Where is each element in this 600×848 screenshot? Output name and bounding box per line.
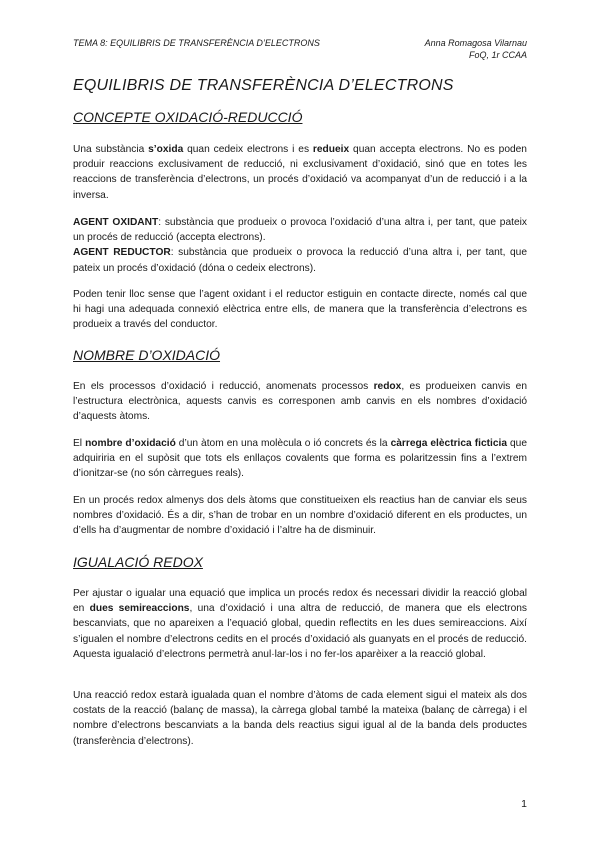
section-heading-concepte: CONCEPTE OXIDACIÓ-REDUCCIÓ xyxy=(73,109,303,125)
paragraph-agents: AGENT OXIDANT: substància que produeix o provoca l’oxidació d’una altra i, per tant, que pateix un procés de reducció (accepta electrons). AGENT REDUCTOR: substància que produeix o provoca la reducció d’una altra i, per tant, que pateix un procés d’oxidació (dóna o cedeix electrons). xyxy=(73,217,527,274)
page-title: EQUILIBRIS DE TRANSFERÈNCIA D’ELECTRONS xyxy=(73,77,454,94)
paragraph-canvi-nombres: En un procés redox almenys dos dels àtoms que constitueixen els reactius han de canviar els seus nombres d’oxidació. És a dir, s’han de trobar en un nombre d’oxidació diferent en els productes, un d’ells ha d’augmentar de nombre d’oxidació i l’altre ha de disminuir. xyxy=(73,495,527,537)
paragraph-processos-redox: En els processos d’oxidació i reducció, anomenats processos redox, es produeixen canvis en l’estructura electrònica, aquests canvis es corresponen amb canvis en els nombres d’oxidació d’aquests àtoms. xyxy=(73,381,527,423)
paragraph-connexio-electrica: Poden tenir lloc sense que l’agent oxidant i el reductor estiguin en contacte directe, només cal que hi hagi una adequada connexió elèctrica entre ells, de manera que la transferència d’electrons es produeix a través del conductor. xyxy=(73,289,527,331)
section-heading-nombre-oxidacio: NOMBRE D’OXIDACIÓ xyxy=(73,347,221,363)
paragraph-nombre-oxidacio-definicio: El nombre d’oxidació d’un àtom en una molècula o ió concrets és la càrrega elèctrica ficticia que adquiriria en el supòsit que tots els enllaços covalents que forma es polaritzessin fins a l’extrem d’ionitzar-se (no són càrregues reals). xyxy=(73,438,527,480)
header-author: Anna Romagosa Vilarnau xyxy=(424,38,527,48)
document-page xyxy=(73,0,527,848)
paragraph-reaccio-igualada: Una reacció redox estarà igualada quan el nombre d’àtoms de cada element sigui el mateix als dos costats de la reacció (balanç de massa), la càrrega global també la mateixa (balanç de càrrega) i el nombre d’electrons bescanviats a la banda dels reactius sigui igual al de la banda dels productes (transferència d’electrons). xyxy=(73,690,527,747)
header-author-block xyxy=(425,37,527,61)
paragraph-oxidacio-definicio: Una substància s’oxida quan cedeix electrons i es redueix quan accepta electrons. No es poden produir reaccions exclusivament de reducció, ni exclusivament d’oxidació, sinó que en totes les reaccions de transferència d’electrons, un procés d’oxidació va acompanyat d’un de reducció i a la inversa. xyxy=(73,144,527,201)
section-heading-igualacio-redox: IGUALACIÓ REDOX xyxy=(73,554,203,570)
agent-oxidant-label: AGENT OXIDANT xyxy=(73,217,159,228)
header-course: FoQ, 1r CCAA xyxy=(468,50,527,60)
header-topic: TEMA 8: EQUILIBRIS DE TRANSFERÈNCIA D’ELECTRONS xyxy=(73,38,320,48)
agent-reductor-label: AGENT REDUCTOR xyxy=(73,247,171,259)
paragraph-semireaccions: Per ajustar o igualar una equació que implica un procés redox és necessari dividir la reacció global en dues semireaccions, una d’oxidació i una altra de reducció, de manera que els electrons bescanviats, que no apareixen a l’equació global, quedin reflectits en les dues semireaccions. Així s’igualen el nombre d’electrons cedits en el procés d’oxidació als guanyats en el procés de reducció. Aquesta igualació d’electrons permetrà anul·lar-los i no fer-los aparèixer a la reacció global. xyxy=(73,588,527,660)
page-number: 1 xyxy=(521,798,527,810)
